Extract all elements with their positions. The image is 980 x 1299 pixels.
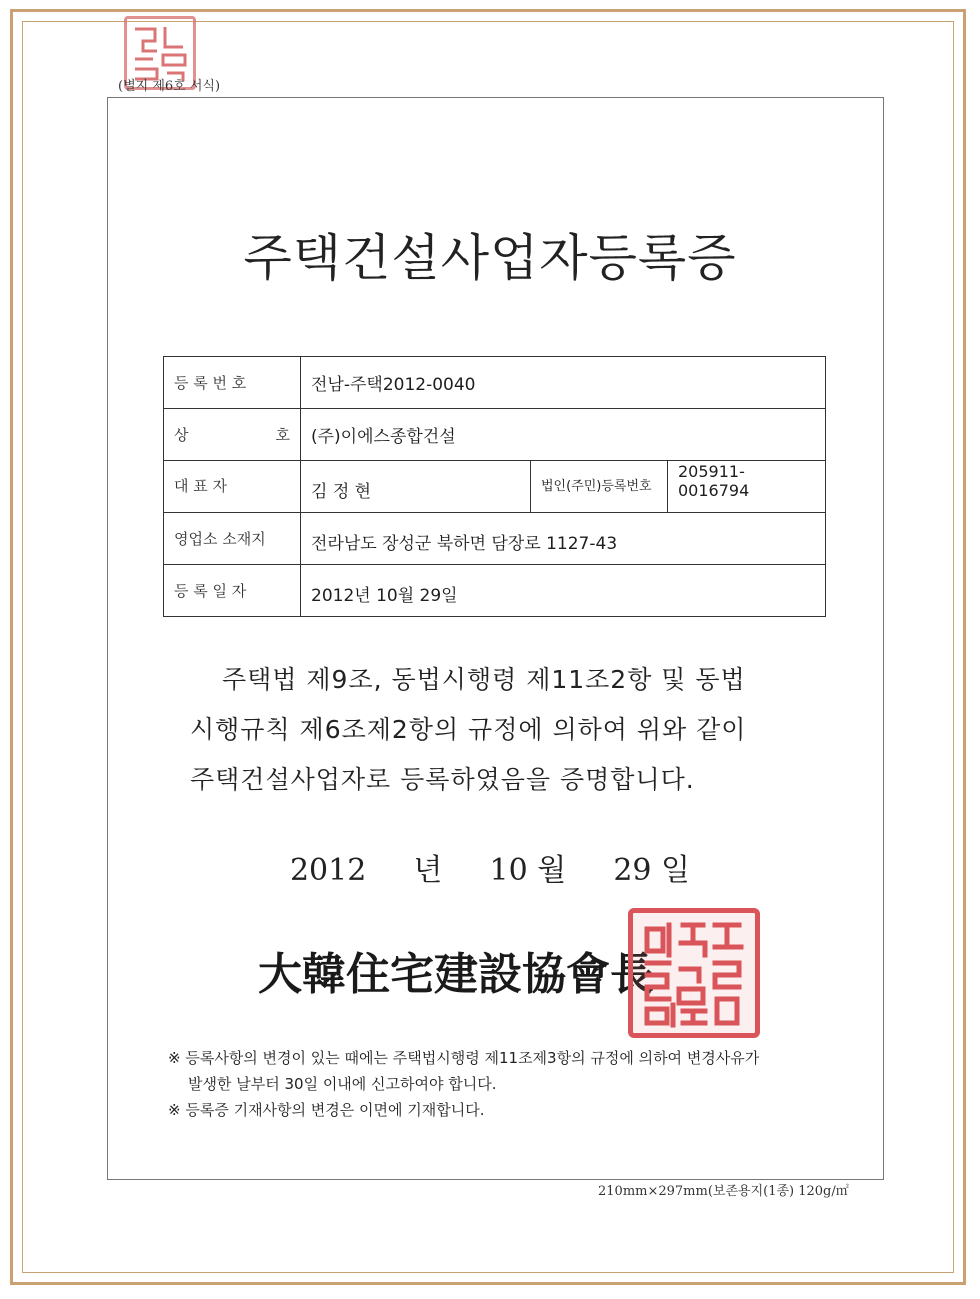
corp-registration-number-value: 205911-0016794 (668, 461, 826, 513)
registration-date-label: 등 록 일 자 (164, 565, 301, 617)
table-row (164, 513, 826, 565)
company-label-right: 호 (275, 426, 290, 444)
issue-day: 29 (613, 853, 652, 888)
certification-statement (190, 655, 810, 805)
issue-year: 2012 (289, 853, 367, 888)
company-label-left: 상 (174, 426, 189, 444)
statement-line-2: 시행규칙 제6조제2항의 규정에 의하여 위와 같이 (190, 715, 747, 744)
registration-date-value: 2012년 10월 29일 (301, 565, 826, 617)
registration-number-label: 등 록 번 호 (164, 357, 301, 409)
issue-month-unit: 월 (537, 853, 567, 888)
official-seal-icon (628, 908, 760, 1038)
notes (168, 1045, 759, 1123)
business-address-value: 전라남도 장성군 북하면 담장로 1127-43 (301, 513, 826, 565)
note-1-line-2: 발생한 날부터 30일 이내에 신고하여야 합니다. (188, 1075, 497, 1093)
registration-table (163, 356, 826, 617)
issuer-signature: 大韓住宅建設協會長 (258, 949, 654, 1000)
table-row (164, 409, 826, 461)
company-name-label (164, 409, 301, 461)
company-name-value: (주)이에스종합건설 (301, 409, 826, 461)
issue-day-unit: 일 (661, 853, 691, 888)
paper-specification: 210mm×297mm(보존용지(1종) 120g/㎡ (598, 1184, 849, 1199)
representative-value: 김 정 현 (301, 461, 531, 513)
business-address-label: 영업소 소재지 (164, 513, 301, 565)
representative-label: 대 표 자 (164, 461, 301, 513)
statement-line-3: 주택건설사업자로 등록하였음을 증명합니다. (190, 765, 695, 794)
corp-registration-number-label: 법인(주민)등록번호 (531, 461, 668, 513)
issue-month: 10 (489, 853, 528, 888)
statement-line-1: 주택법 제9조, 동법시행령 제11조2항 및 동법 (222, 665, 746, 694)
note-2: ※ 등록증 기재사항의 변경은 이면에 기재합니다. (168, 1101, 485, 1119)
issue-year-unit: 년 (413, 853, 443, 888)
certificate-title: 주택건설사업자등록증 (243, 229, 737, 287)
note-1-line-1: ※ 등록사항의 변경이 있는 때에는 주택법시행령 제11조제3항의 규정에 의하여 변경사유가 (168, 1049, 760, 1067)
table-row (164, 461, 826, 513)
table-row (164, 565, 826, 617)
registration-number-value: 전남-주택2012-0040 (301, 357, 826, 409)
table-row (164, 357, 826, 409)
issue-date (0, 845, 980, 889)
form-number: (별지 제6호 서식) (118, 79, 221, 94)
